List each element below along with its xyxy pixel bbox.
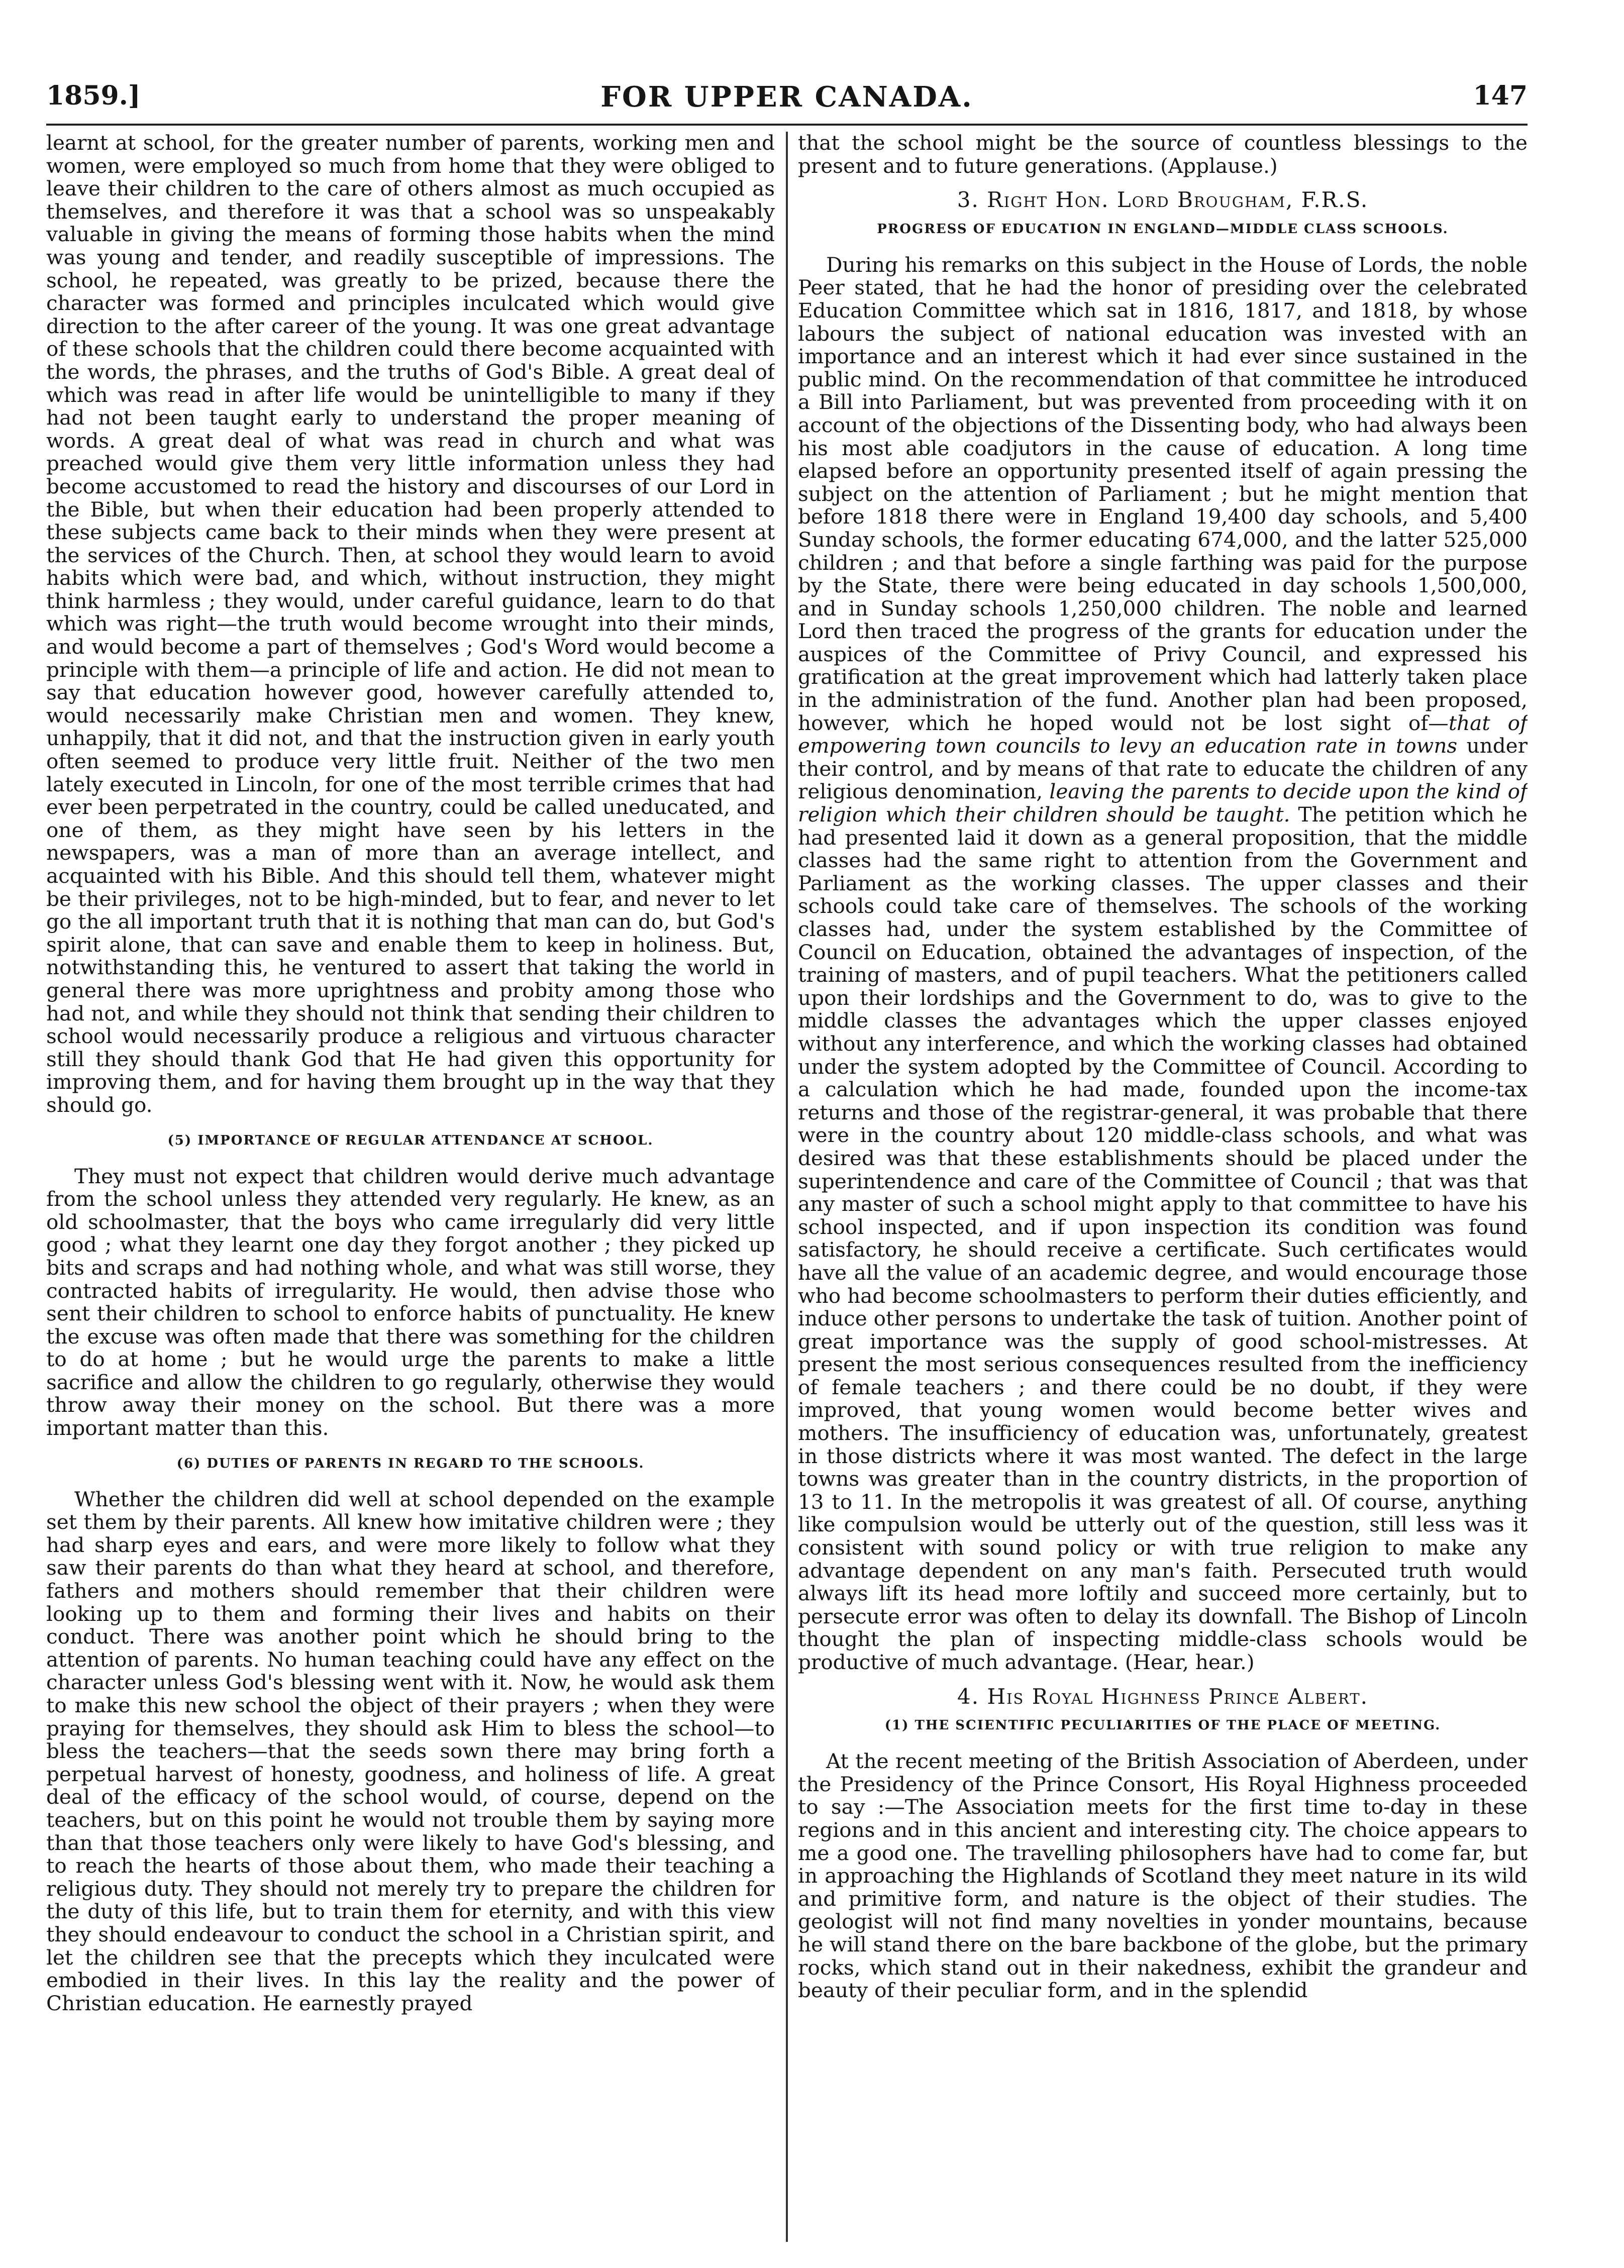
italic-phrase-parents-decide: leaving the parents to decide upon the kind of religion which their children should be taught. xyxy=(798,779,1528,827)
italic-phrase-town-councils: that of empowering town councils to levy an education rate in towns xyxy=(798,710,1528,758)
column-divider xyxy=(786,132,788,2242)
left-paragraph-2: They must not expect that children would derive much advantage from the school unless they attended very regularly. He knew, as an old schoolmaster, that the boys who came irregularly did very little good ; what they learnt one day they forgot another ; they picked up bits and scraps and had nothing whole, and what was still worse, they contracted habits of irregularity. He would, then advise those who sent their children to school to enforce habits of punctuality. He knew the excuse was often made that there was something for the children to do at home ; but he would urge the parents to make a little sacrifice and allow the children to go regularly, otherwise they would throw away their money on the school. But there was a more important matter than this. xyxy=(46,1164,775,1440)
header-rule xyxy=(46,124,1528,126)
right-paragraph-1 xyxy=(798,254,1528,1674)
paragraph-text: During his remarks on this subject in the House of Lords, the noble Peer stated, that he had the honor of presiding over the celebrated Education Committee which sat in 1816, 1817, and 1818, by whose labours the subject of national education was invested with an importance and an interest which it had ever since sustained in the public mind. On the recommendation of that committee he introduced a Bill into Parliament, but was prevented from proceeding with it on account of the objections of the Dissenting body, who had always been his most able coadjutors in the cause of education. A long time elapsed before an opportunity presented itself of again pressing the subject on the attention of Parliament ; but he might mention that before 1818 there were in England 19,400 day schools, and 5,400 Sunday schools, the former educating 674,000, and the latter 525,000 children ; and that before a single farthing was paid for the purpose by the State, there were being educated in day schools 1,500,000, and in Sunday schools 1,250,000 children. The noble and learned Lord then traced the progress of the grants for education under the auspices of the Committee of Privy Council, and expressed his gratification at the great improvement which had latterly taken place in the administration of the fund. Another plan had been proposed, however, which he hoped would not be lost sight of— xyxy=(798,252,1528,735)
left-column xyxy=(46,132,775,2252)
header-year: 1859.] xyxy=(46,80,141,111)
paragraph-text: under their control, and by means of that rate to educate the children of any religious denomination, xyxy=(798,734,1528,804)
subheading-scientific-peculiarities: (1) THE SCIENTIFIC PECULIARITIES OF THE PLACE OF MEETING. xyxy=(884,1718,1441,1733)
right-paragraph-0: that the school might be the source of countless blessings to the present and to future generations. (Applause.) xyxy=(798,132,1528,178)
section-title-brougham: 3. Right Hon. Lord Brougham, F.R.S. xyxy=(957,187,1369,213)
paragraph-text: The petition which he had presented laid it down as a general proposition, that the middle classes had the same right to attention from the Government and Parliament as the working classes. The upper classes and their schools could take care of themselves. The schools of the working classes had, under the system established by the Committee of Council on Education, obtained the advantages of inspection, of the training of masters, and of pupil teachers. What the petitioners called upon their lordships and the Government to do, was to give to the middle classes the advantages which the upper classes enjoyed without any interference, and which the working classes had obtained under the system adopted by the Committee of Council. According to a calculation which he had made, founded upon the income-tax returns and those of the registrar-general, it was probable that there were in the country about 120 middle-class schools, and what was desired was that these establishments should be placed under the superintendence and care of the Committee of Council ; that was that any master of such a school might apply to that committee to have his school inspected, and if upon inspection its condition was found satisfactory, he should receive a certificate. Such certificates would have all the value of an academic degree, and would encourage those who had become schoolmasters to perform their duties efficiently, and induce other persons to undertake the task of tuition. Another point of great importance was the supply of good school-mistresses. At present the most serious consequences resulted from the inefficiency of female teachers ; and there could be no doubt, if they were improved, that young women would become better wives and mothers. The insufficiency of education was, unfortunately, greatest in those districts where it was most wanted. The defect in the large towns was greater than in the country districts, in the proportion of 13 to 11. In the metropolis it was greatest of all. Of course, anything like compulsion would be utterly out of the question, still less was it consistent with sound policy or with true religion to make any advantage dependent on any man's faith. Persecuted truth would always lift its head more loftily and succeed more certainly, but to persecute error was often to delay its downfall. The Bishop of Lincoln thought the plan of inspecting middle-class schools would be productive of much advantage. (Hear, hear.) xyxy=(798,802,1528,1674)
right-paragraph-2: At the recent meeting of the British Association of Aberdeen, under the Presidency of the Prince Consort, His Royal Highness proceeded to say :—The Association meets for the first time to-day in these regions and in this ancient and interesting city. The choice appears to me a good one. The travelling philosophers have had to come far, but in approaching the Highlands of Scotland they meet nature in its wild and primitive form, and nature is the object of their studies. The geologist will not find many novelties in yonder mountains, because he will stand there on the bare backbone of the globe, but the primary rocks, which stand out in their nakedness, exhibit the grandeur and beauty of their peculiar form, and in the splendid xyxy=(798,1749,1528,2003)
subheading-middle-class-schools: PROGRESS OF EDUCATION IN ENGLAND—MIDDLE CLASS SCHOOLS. xyxy=(877,221,1449,237)
subheading-attendance: (5) IMPORTANCE OF REGULAR ATTENDANCE AT SCHOOL. xyxy=(167,1132,654,1148)
running-header xyxy=(46,80,1528,126)
right-column xyxy=(798,132,1528,2252)
header-title: FOR UPPER CANADA. xyxy=(600,80,973,114)
left-paragraph-3: Whether the children did well at school depended on the example set them by their parents. All knew how imitative children were ; they had sharp eyes and ears, and were more likely to follow what they saw their parents do than what they heard at school, and therefore, fathers and mothers should remember that their children were looking up to them and forming their lives and habits on their conduct. There was another point which he should bring to the attention of parents. No human teaching could have any effect on the character unless God's blessing went with it. Now, he would ask them to make this new school the object of their prayers ; when they were praying for themselves, they should ask Him to bless the school—to bless the teachers—that the seeds sown there may bring forth a perpetual harvest of honesty, goodness, and holiness of life. A great deal of the efficacy of the school would, of course, depend on the teachers, but on this point he would not trouble them by saying more than that those teachers only were likely to have God's blessing, and to reach the hearts of those about them, who made their teaching a religious duty. They should not merely try to prepare the children for the duty of this life, but to train them for eternity, and with this view they should endeavour to conduct the school in a Christian spirit, and let the children see that the precepts which they inculcated were embodied in their lives. In this lay the reality and the power of Christian education. He earnestly prayed xyxy=(46,1487,775,2015)
page-number: 147 xyxy=(1473,80,1528,111)
subheading-duties-of-parents: (6) DUTIES OF PARENTS IN REGARD TO THE SCHOOLS. xyxy=(176,1456,645,1471)
section-title-prince-albert: 4. His Royal Highness Prince Albert. xyxy=(957,1684,1368,1709)
left-paragraph-1: learnt at school, for the greater number of parents, working men and women, were employed so much from home that they were obliged to leave their children to the care of others almost as much occupied as themselves, and therefore it was that a school was so unspeakably valuable in giving the means of forming those habits when the mind was young and tender, and readily susceptible of impressions. The school, he repeated, was greatly to be prized, because there the character was formed and principles inculcated which would give direction to the after career of the young. It was one great advantage of these schools that the children could there become acquainted with the words, the phrases, and the truths of God's Bible. A great deal of which was read in after life would be unintelligible to many if they had not been taught early to understand the proper meaning of words. A great deal of what was read in church and what was preached would give them very little information unless they had become accustomed to read the history and discourses of our Lord in the Bible, but when their education had been properly attended to these subjects came back to their minds when they were present at the services of the Church. Then, at school they would learn to avoid habits which were bad, and which, without instruction, they might think harmless ; they would, under careful guidance, learn to do that which was right—the truth would become wrought into their minds, and would become a part of themselves ; God's Word would become a principle with them—a principle of life and action. He did not mean to say that education however good, however carefully attended to, would necessarily make Christian men and women. They knew, unhappily, that it did not, and that the instruction given in early youth often seemed to produce very little fruit. Neither of the two men lately executed in Lincoln, for one of the most terrible crimes that had ever been perpetrated in the country, could be called uneducated, and one of them, as they might have seen by his letters in the newspapers, was a man of more than an average intellect, and acquainted with his Bible. And this should tell them, whatever might be their privileges, not to be high-minded, but to fear, and never to let go the all important truth that it is nothing that man can do, but God's spirit alone, that can save and enable them to keep in holiness. But, notwithstanding this, he ventured to assert that taking the world in general there was more uprightness and probity among those who had not, and while they should not think that sending their children to school would necessarily produce a religious and virtuous character still they should thank God that He had given this opportunity for improving them, and for having them brought up in the way that they should go. xyxy=(46,132,775,1117)
